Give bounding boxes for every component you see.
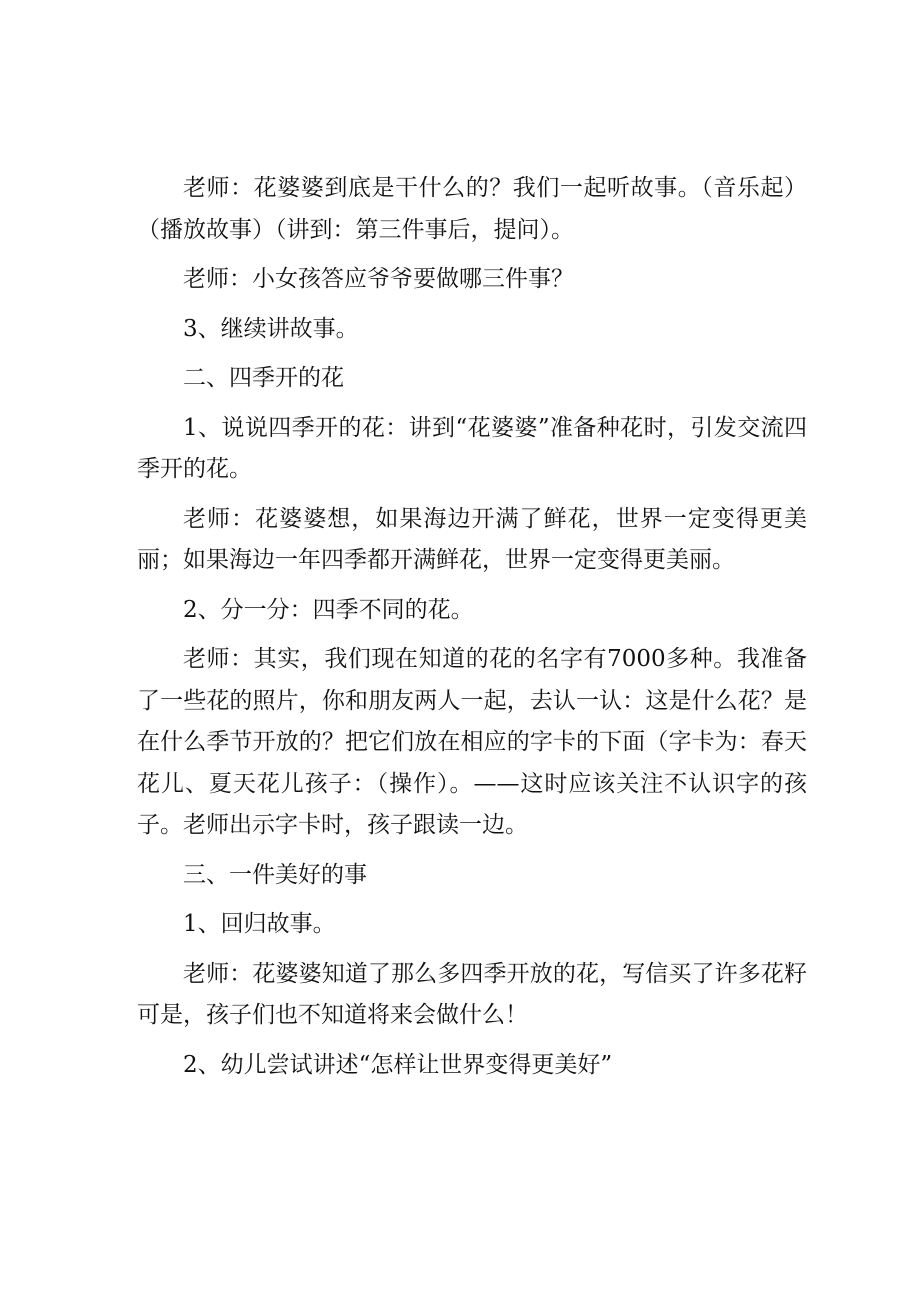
paragraph-11: 老师：花婆婆知道了那么多四季开放的花，写信买了许多花籽可是，孩子们也不知道将来会做什么！ <box>137 960 807 1028</box>
document-body <box>137 168 807 1094</box>
section-heading-2: 二、四季开的花 <box>183 365 344 391</box>
paragraph-6: 老师：花婆婆想，如果海边开满了鲜花，世界一定变得更美丽；如果海边一年四季都开满鲜花，世界一定变得更美丽。 <box>137 505 807 573</box>
paragraph-5: 1、说说四季开的花：讲到“花婆婆”准备种花时，引发交流四季开的花。 <box>137 414 807 482</box>
paragraph-3: 3、继续讲故事。 <box>183 315 359 342</box>
paragraph-8: 老师：其实，我们现在知道的花的名字有7000多种。我准备了一些花的照片，你和朋友两人一起，去认一认：这是什么花？是在什么季节开放的？把它们放在相应的字卡的下面（字卡为：春天花儿、夏天花儿孩子：（操作）。——这时应该关注不认识字的孩子。老师出示字卡时，孩子跟读一边。 <box>137 646 807 838</box>
paragraph-7: 2、分一分：四季不同的花。 <box>183 596 474 623</box>
section-heading-3: 三、一件美好的事 <box>183 861 367 888</box>
paragraph-1: 老师：花婆婆到底是干什么的？我们一起听故事。（音乐起）（播放故事）（讲到：第三件事后，提问）。 <box>137 175 807 243</box>
paragraph-10: 1、回归故事。 <box>183 911 336 937</box>
paragraph-2: 老师：小女孩答应爷爷要做哪三件事？ <box>183 266 574 292</box>
paragraph-12: 2、幼儿尝试讲述“怎样让世界变得更美好” <box>183 1051 613 1078</box>
